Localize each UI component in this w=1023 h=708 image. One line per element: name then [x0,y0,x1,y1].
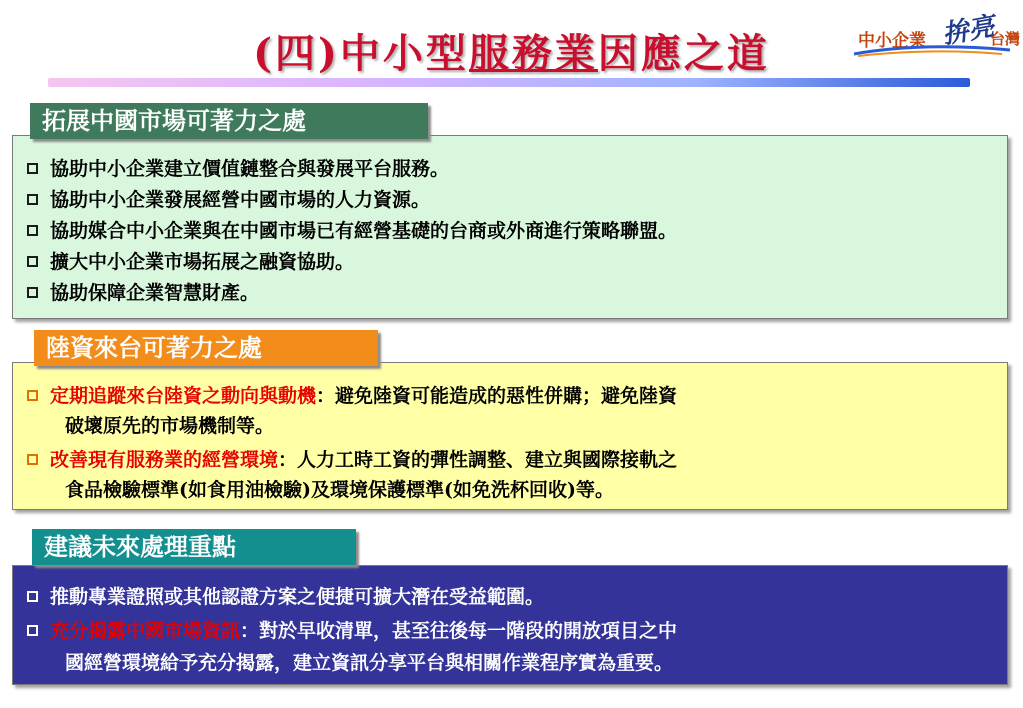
square-bullet-icon [27,194,38,205]
list-item: 協助媒合中小企業與在中國市場已有經營基礎的台商或外商進行策略聯盟。 [27,216,677,243]
square-bullet-icon [27,163,38,174]
square-bullet-icon [27,225,38,236]
section2-box [12,362,1008,510]
title-part1: (四)中小型 [253,30,469,77]
list-item: 協助中小企業建立價值鏈整合與發展平台服務。 [27,154,449,181]
list-item: 改善現有服務業的經營環境：人力工時工資的彈性調整、建立與國際接軌之 [27,445,677,472]
section1-box [12,135,1008,319]
logo-main-text: 中小企業 [858,31,926,50]
logo-swoosh-icon [852,44,1012,58]
logo [852,8,1022,60]
square-bullet-icon [27,287,38,298]
list-item: 推動專業證照或其他認證方案之便捷可擴大潛在受益範圍。 [27,582,544,609]
square-bullet-icon [27,625,38,636]
square-bullet-icon [27,390,38,401]
list-item: 充分揭露中國市場資訊：對於早收清單，甚至往後每一階段的開放項目之中 [27,616,677,643]
list-item-continuation: 破壞原先的市場機制等。 [65,415,275,437]
square-bullet-icon [27,256,38,267]
section3-tab: 建議未來處理重點 [32,529,356,565]
list-item-continuation: 食品檢驗標準(如食用油檢驗)及環境保護標準(如免洗杯回收)等。 [65,479,614,501]
title-part3: 因應之道 [597,30,770,77]
section1-tab: 拓展中國市場可著力之處 [30,103,428,139]
title-underline-bar [48,78,970,87]
section3-box [12,565,1008,685]
logo-tw-text: 台灣 [990,31,1021,48]
list-item: 定期追蹤來台陸資之動向與動機：避免陸資可能造成的惡性併購；避免陸資 [27,381,677,408]
title-part2: 服務業 [468,30,598,77]
square-bullet-icon [27,591,38,602]
list-item: 擴大中小企業市場拓展之融資協助。 [27,247,354,274]
square-bullet-icon [27,454,38,465]
list-item: 協助中小企業發展經營中國市場的人力資源。 [27,185,430,212]
section2-tab: 陸資來台可著力之處 [34,330,378,366]
list-item: 協助保障企業智慧財產。 [27,278,259,305]
logo-script-text: 拚亮 [940,11,997,51]
list-item-continuation: 國經營環境給予充分揭露，建立資訊分享平台與相關作業程序實為重要。 [65,652,674,674]
